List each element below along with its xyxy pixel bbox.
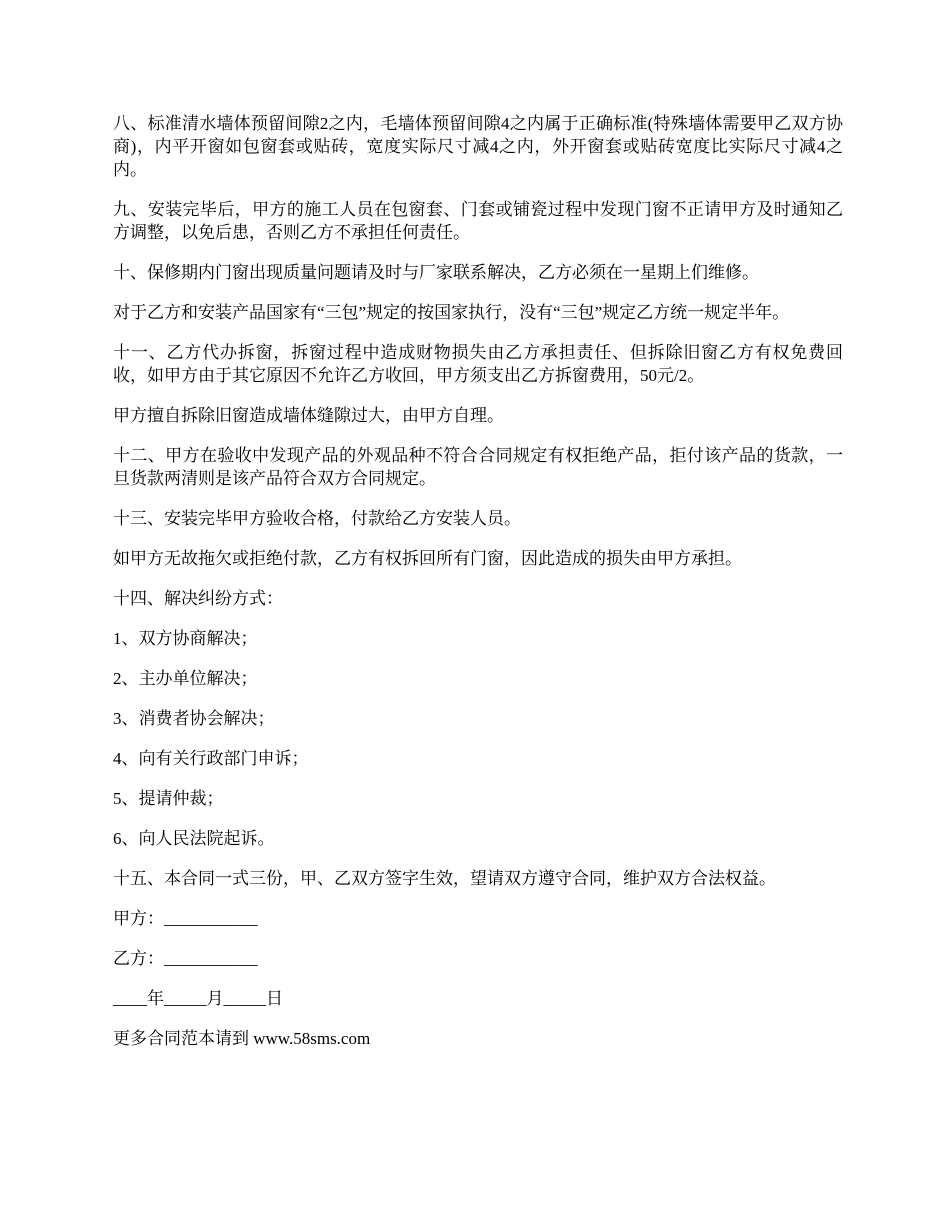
footer-website-note: 更多合同范本请到 www.58sms.com (113, 1029, 371, 1048)
dispute-option-3: 3、消费者协会解决； (113, 709, 275, 728)
clause-15: 十五、本合同一式三份，甲、乙双方签字生效，望请双方遵守合同，维护双方合法权益。 (113, 869, 776, 888)
dispute-option-1: 1、双方协商解决； (113, 629, 258, 648)
clause-11: 十一、乙方代办拆窗，拆窗过程中造成财物损失由乙方承担责任、但拆除旧窗乙方有权免费回收，如甲方由于其它原因不允许乙方收回，甲方须支出乙方拆窗费用，50元/2。 (113, 343, 843, 385)
clause-11-note: 甲方擅自拆除旧窗造成墙体缝隙过大，由甲方自理。 (113, 406, 504, 425)
clause-9: 九、安装完毕后，甲方的施工人员在包窗套、门套或铺瓷过程中发现门窗不正请甲方及时通知乙方调整，以免后患，否则乙方不承担任何责任。 (113, 200, 843, 242)
clause-14: 十四、解决纠纷方式： (113, 589, 283, 608)
dispute-option-5: 5、提请仲裁； (113, 789, 224, 808)
dispute-option-4: 4、向有关行政部门申诉； (113, 749, 309, 768)
party-b-signature: 乙方：___________ (113, 949, 258, 968)
dispute-option-2: 2、主办单位解决； (113, 669, 258, 688)
date-line: ____年_____月_____日 (113, 989, 283, 1008)
clause-13: 十三、安装完毕甲方验收合格，付款给乙方安装人员。 (113, 509, 521, 528)
document-body (113, 112, 843, 1067)
clause-10: 十、保修期内门窗出现质量问题请及时与厂家联系解决，乙方必须在一星期上们维修。 (113, 263, 759, 282)
clause-10-note: 对于乙方和安装产品国家有“三包”规定的按国家执行，没有“三包”规定乙方统一规定半年。 (113, 303, 790, 322)
clause-8: 八、标准清水墙体预留间隙2之内，毛墙体预留间隙4之内属于正确标准(特殊墙体需要甲乙双方协商)，内平开窗如包窗套或贴砖，宽度实际尺寸减4之内，外开窗套或贴砖宽度比实际尺寸减4之内。 (113, 114, 843, 179)
clause-12: 十二、甲方在验收中发现产品的外观品种不符合合同规定有权拒绝产品，拒付该产品的货款，一旦货款两清则是该产品符合双方合同规定。 (113, 446, 843, 488)
dispute-option-6: 6、向人民法院起诉。 (113, 829, 275, 848)
clause-13-note: 如甲方无故拖欠或拒绝付款，乙方有权拆回所有门窗，因此造成的损失由甲方承担。 (113, 549, 742, 568)
party-a-signature: 甲方：___________ (113, 909, 258, 928)
